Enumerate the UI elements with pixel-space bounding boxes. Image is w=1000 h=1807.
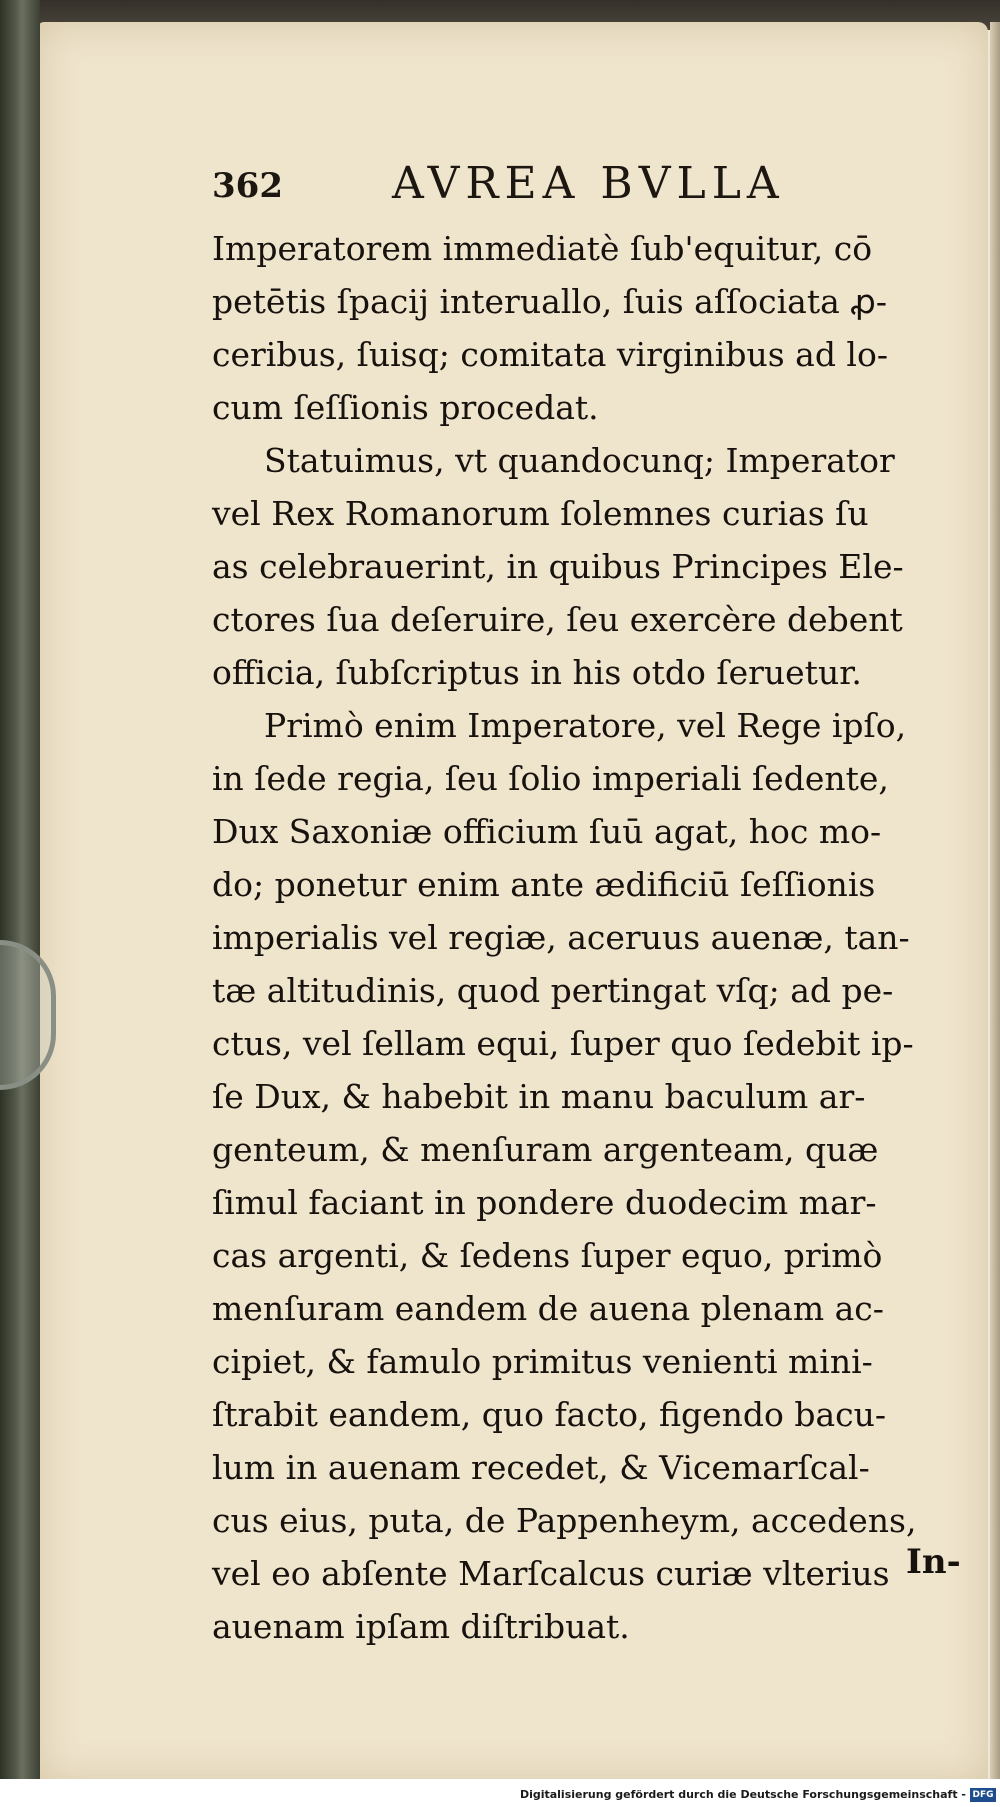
- text-line: cipiet, & famulo primitus venienti mini-: [212, 1342, 873, 1381]
- text-line: ſe Dux, & habebit in manu baculum ar-: [212, 1077, 866, 1116]
- text-line: Primò enim Imperatore, vel Rege ipſo,: [264, 706, 907, 745]
- page-number: 362: [212, 166, 283, 206]
- text-line: menſuram eandem de auena plenam ac-: [212, 1289, 884, 1328]
- text-line: Statuimus, vt quandocunq; Imperator: [264, 441, 895, 480]
- dfg-logo-icon: DFG: [970, 1788, 996, 1802]
- text-line: genteum, & menſuram argenteam, quæ: [212, 1130, 879, 1169]
- text-line: ctores ſua deſeruire, ſeu exercère debent: [212, 600, 903, 639]
- text-line: petētis ſpacij interuallo, ſuis aſſociata ꝓ-: [212, 282, 887, 321]
- text-line: tæ altitudinis, quod pertingat vſq; ad pe-: [212, 971, 894, 1010]
- running-title: AVREA BVLLA: [392, 158, 785, 209]
- text-line: Dux Saxoniæ officium ſuū agat, hoc mo-: [212, 812, 882, 851]
- text-line: imperialis vel regiæ, aceruus auenæ, tan-: [212, 918, 910, 957]
- text-line: cus eius, puta, de Pappenheym, accedens,: [212, 1501, 917, 1540]
- text-line: Imperatorem immediatè ſub'equitur, cō: [212, 229, 873, 268]
- body-text: [212, 222, 972, 1653]
- text-line: vel Rex Romanorum ſolemnes curias ſu: [212, 494, 869, 533]
- text-line: lum in auenam recedet, & Vicemarſcal-: [212, 1448, 870, 1487]
- page-fore-edge: [990, 22, 1000, 1782]
- text-line: cas argenti, & ſedens ſuper equo, primò: [212, 1236, 883, 1275]
- text-line: in ſede regia, ſeu ſolio imperiali ſedente,: [212, 759, 889, 798]
- text-line: ſtrabit eandem, quo facto, figendo bacu-: [212, 1395, 887, 1434]
- text-line: vel eo abſente Marſcalcus curiæ vlterius: [212, 1554, 890, 1593]
- text-line: auenam ipſam diſtribuat.: [212, 1607, 630, 1646]
- text-line: ctus, vel ſellam equi, ſuper quo ſedebit ip-: [212, 1024, 914, 1063]
- catchword: In-: [906, 1542, 961, 1582]
- book-spine: [0, 0, 40, 1807]
- digitization-credit: Digitalisierung gefördert durch die Deutsche Forschungsgemeinschaft -: [519, 1788, 966, 1801]
- page-header: [212, 158, 932, 218]
- text-line: as celebrauerint, in quibus Principes Ele-: [212, 547, 904, 586]
- text-line: officia, ſubſcriptus in his otdo ſeruetur.: [212, 653, 862, 692]
- text-line: cum ſeſſionis procedat.: [212, 388, 599, 427]
- text-line: ſimul faciant in pondere duodecim mar-: [212, 1183, 877, 1222]
- text-line: ceribus, ſuisq; comitata virginibus ad lo-: [212, 335, 889, 374]
- text-line: do; ponetur enim ante ædificiū ſeſſionis: [212, 865, 876, 904]
